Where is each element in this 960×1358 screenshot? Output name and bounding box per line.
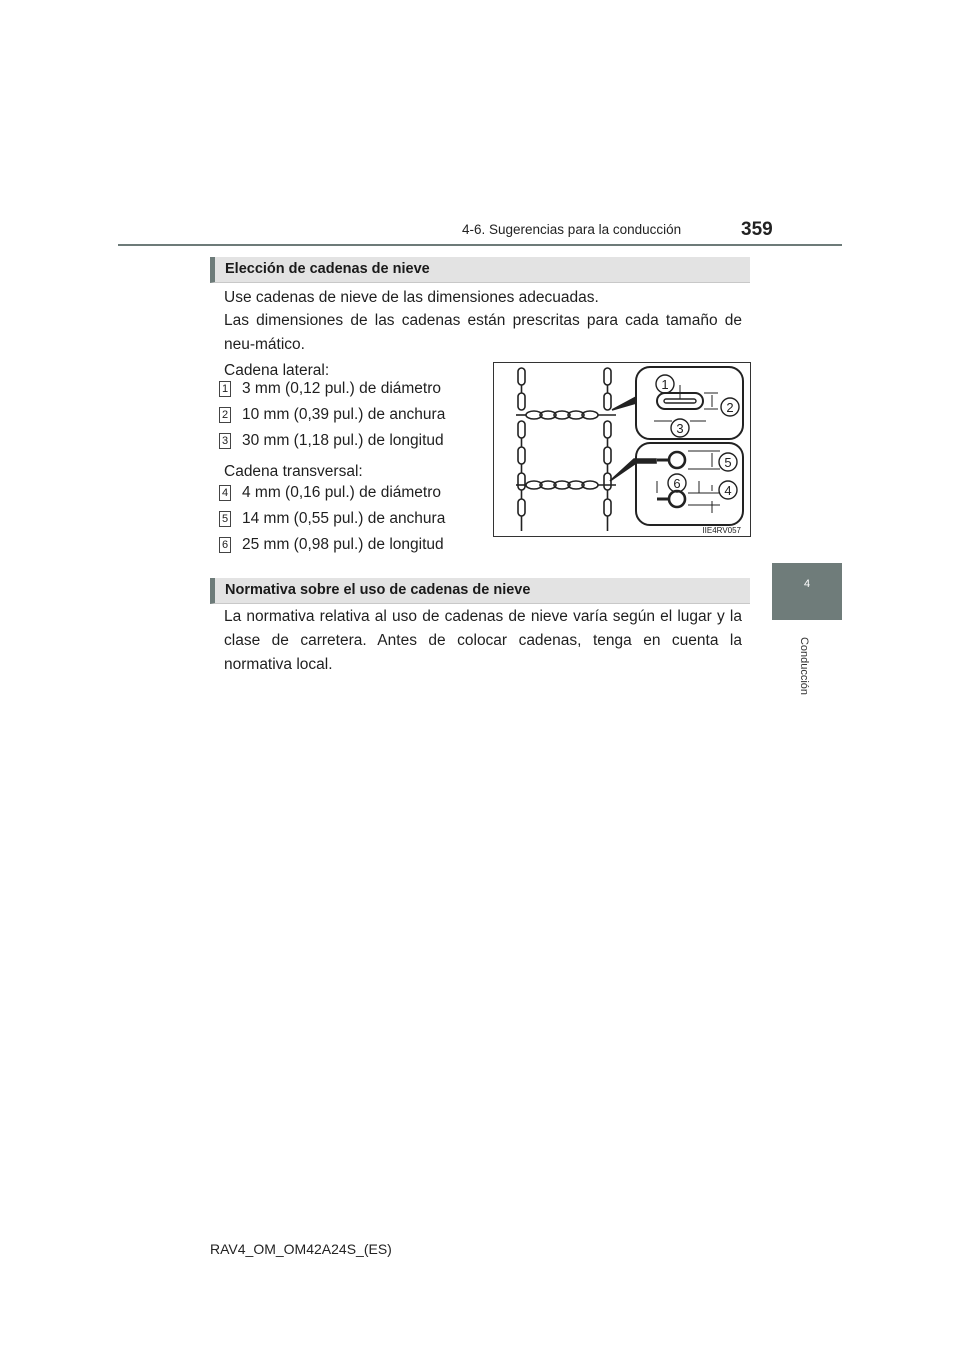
figure-code: IIE4RV057 bbox=[702, 526, 741, 535]
regulations-paragraph: La normativa relativa al uso de cadenas de nieve varía según el lugar y la clase de carretera. Antes de colocar cadenas, tenga en cuenta la normativa local. bbox=[224, 608, 742, 673]
figure-callout: 4 bbox=[724, 483, 732, 498]
section-heading-snow-chains bbox=[210, 257, 750, 283]
item-number-box: 6 bbox=[219, 537, 231, 553]
item-text: 10 mm (0,39 pul.) de anchura bbox=[242, 406, 446, 423]
chapter-tab-label-text: Conducción bbox=[798, 636, 810, 696]
figure-callout: 5 bbox=[724, 455, 732, 470]
figure-callout: 3 bbox=[676, 421, 684, 436]
section-heading-text: Normativa sobre el uso de cadenas de nieve bbox=[225, 582, 531, 598]
section-heading-regulations bbox=[210, 578, 750, 604]
snow-chain-illustration bbox=[494, 363, 750, 536]
running-header-section: 4-6. Sugerencias para la conducción bbox=[462, 222, 682, 237]
document-code-footer: RAV4_OM_OM42A24S_(ES) bbox=[210, 1241, 392, 1257]
header-rule bbox=[118, 244, 842, 246]
snow-chain-figure bbox=[493, 362, 751, 537]
item-text: 4 mm (0,16 pul.) de diámetro bbox=[242, 484, 442, 501]
intro-line: Use cadenas de nieve de las dimensiones adecuadas. bbox=[224, 289, 599, 306]
chapter-tab bbox=[772, 563, 842, 620]
item-number-box: 3 bbox=[219, 433, 231, 449]
chapter-tab-label bbox=[798, 632, 810, 702]
item-text: 30 mm (1,18 pul.) de longitud bbox=[242, 432, 444, 449]
item-number-box: 4 bbox=[219, 485, 231, 501]
item-number-box: 1 bbox=[219, 381, 231, 397]
item-text: 14 mm (0,55 pul.) de anchura bbox=[242, 510, 446, 527]
figure-callout: 2 bbox=[726, 400, 734, 415]
page-number: 359 bbox=[741, 219, 773, 240]
item-text: 25 mm (0,98 pul.) de longitud bbox=[242, 536, 444, 553]
item-text: 3 mm (0,12 pul.) de diámetro bbox=[242, 380, 442, 397]
figure-callout: 6 bbox=[673, 476, 681, 491]
item-number-box: 5 bbox=[219, 511, 231, 527]
cross-chain-title: Cadena transversal: bbox=[224, 463, 363, 480]
chapter-tab-number: 4 bbox=[803, 578, 811, 590]
side-chain-title: Cadena lateral: bbox=[224, 362, 330, 379]
intro-paragraph: Las dimensiones de las cadenas están prescritas para cada tamaño de neu-mático. bbox=[224, 312, 742, 353]
item-number-box: 2 bbox=[219, 407, 231, 423]
figure-callout: 1 bbox=[661, 377, 669, 392]
section-heading-text: Elección de cadenas de nieve bbox=[225, 261, 430, 277]
